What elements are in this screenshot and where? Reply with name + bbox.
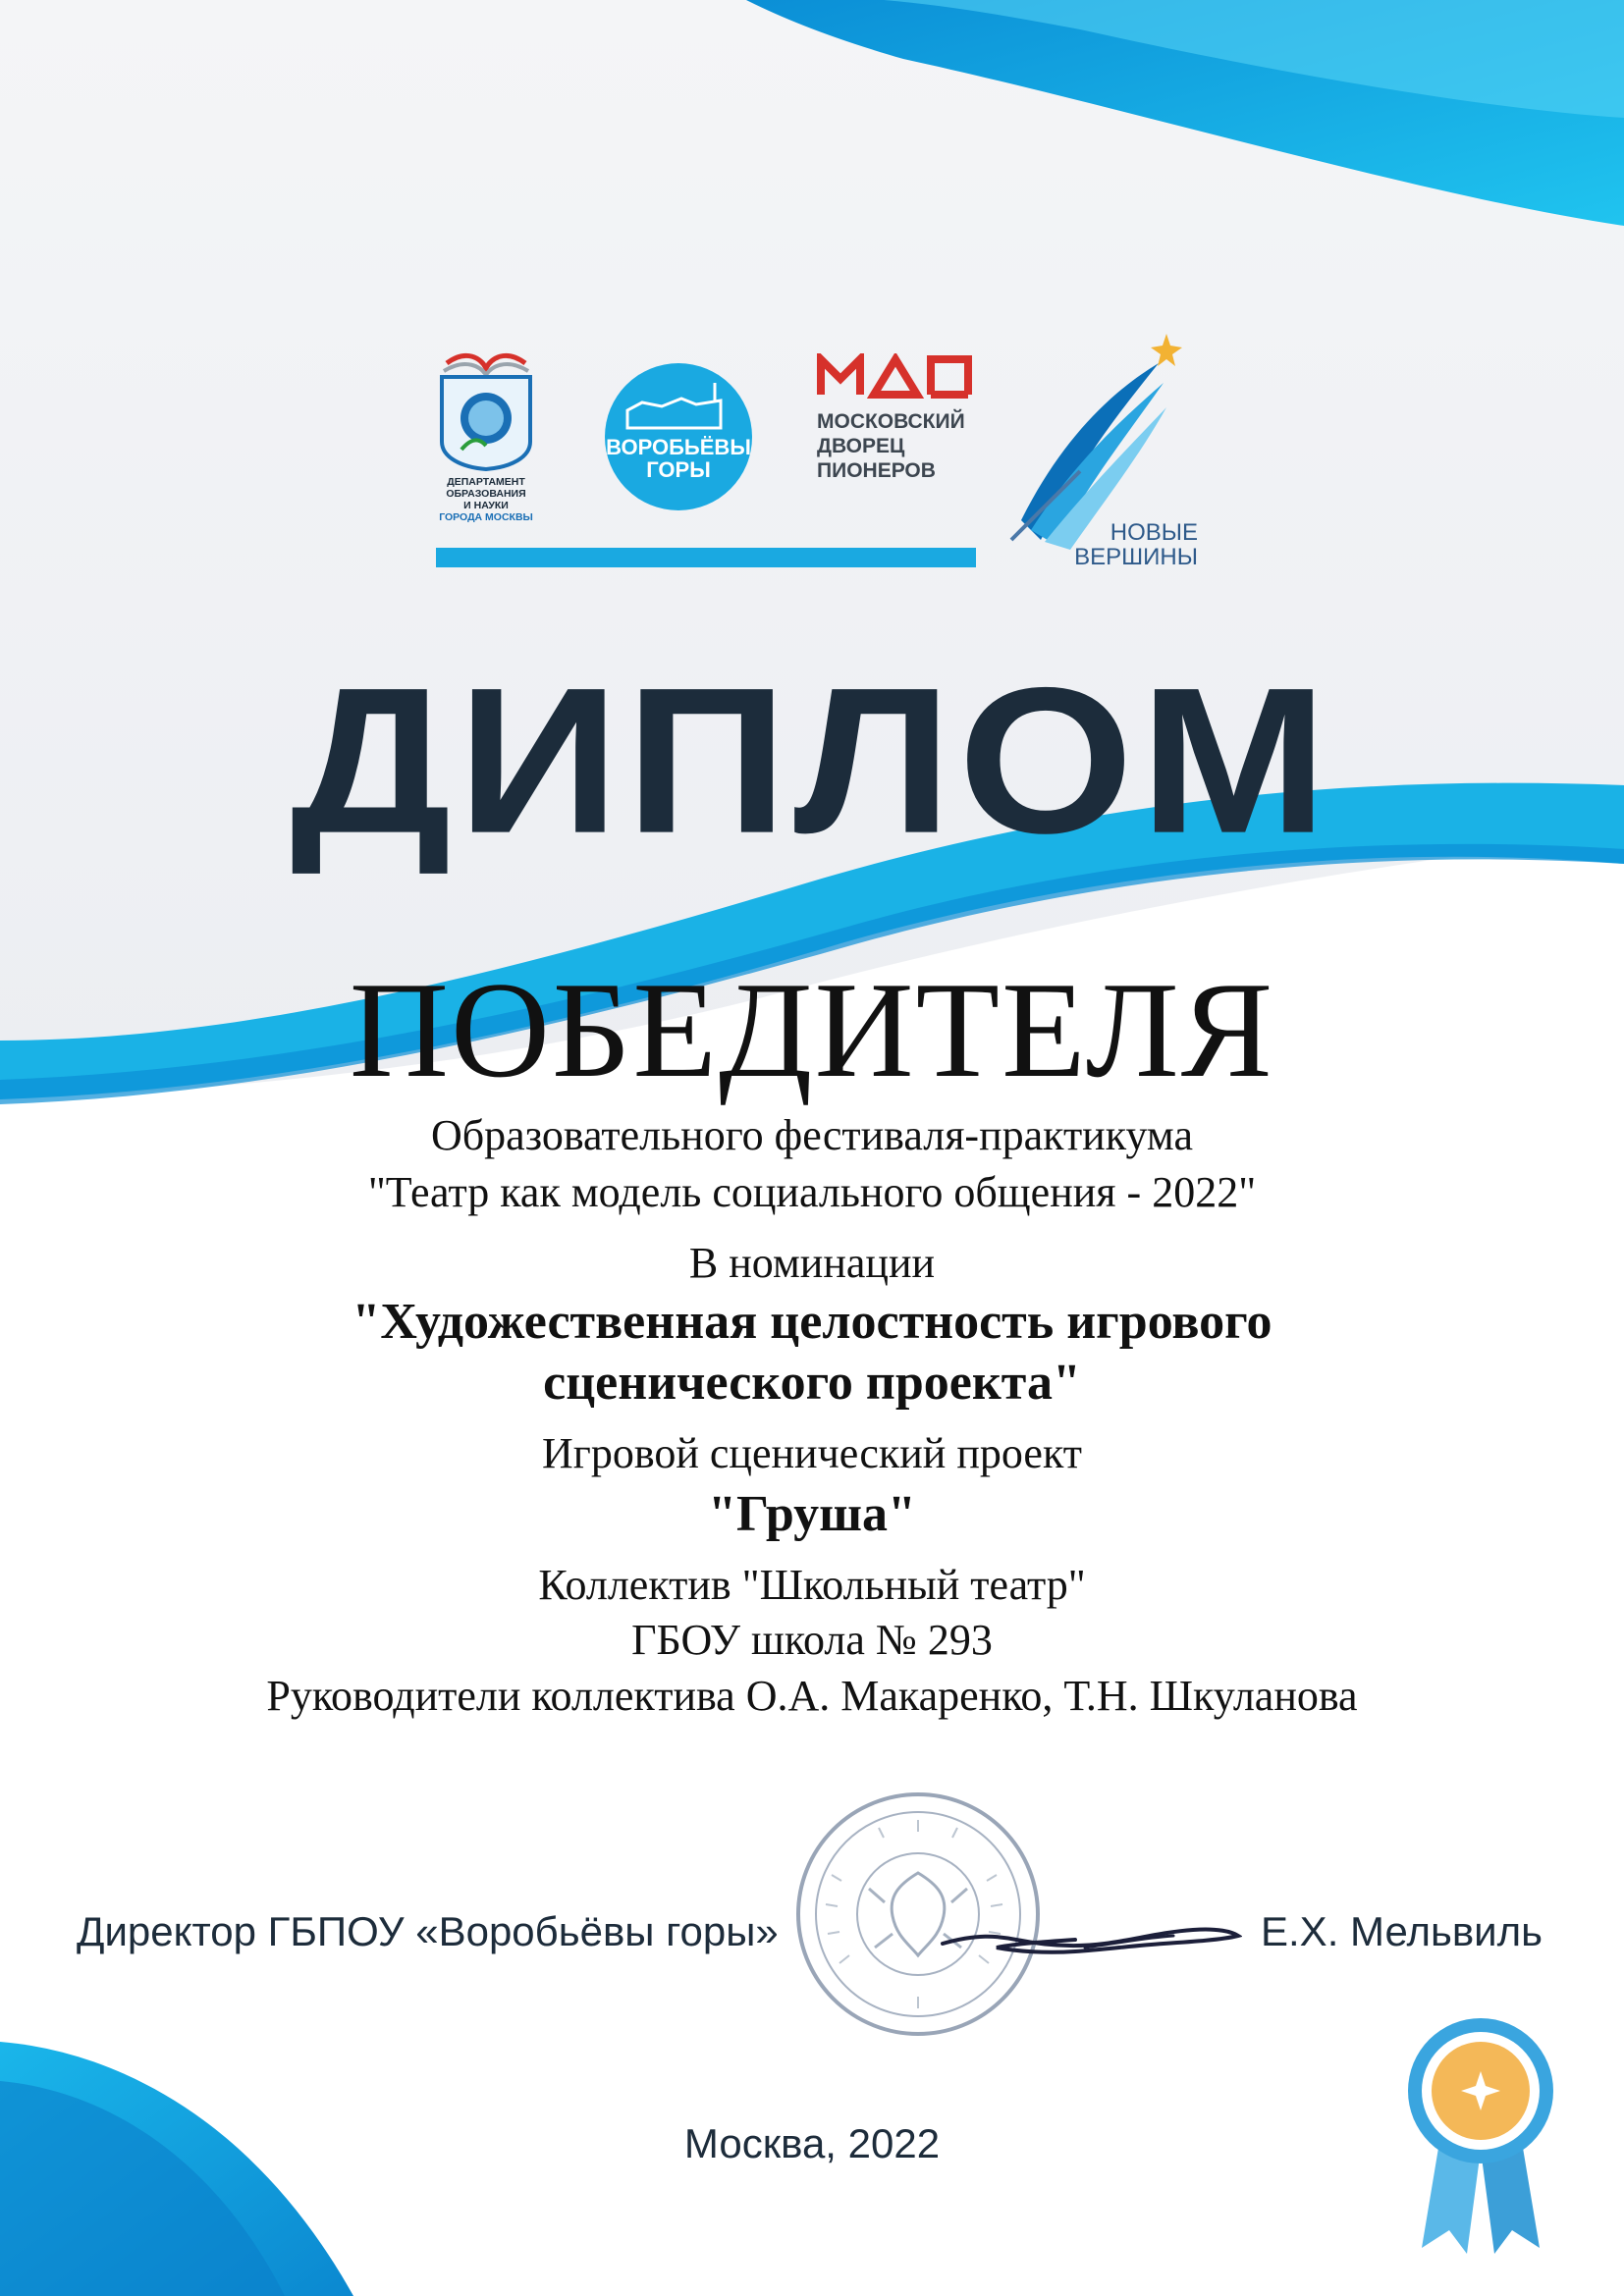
- mdp-text-line1: МОСКОВСКИЙ: [817, 410, 965, 433]
- vorobyovy-gory-logo: [605, 363, 752, 510]
- mdp-mark-icon: [817, 353, 974, 399]
- vershiny-text-line1: НОВЫЕ: [1110, 519, 1198, 546]
- place-and-date: Москва, 2022: [683, 2120, 941, 2166]
- vorobyovy-text-line1: ВОРОБЬЁВЫ: [606, 435, 751, 459]
- project-name: "Груша": [708, 1486, 916, 1542]
- diploma-subtitle: ПОБЕДИТЕЛЯ: [349, 954, 1275, 1106]
- leaders-line: Руководители коллектива О.А. Макаренко, Т.Н. Шкуланова: [266, 1672, 1358, 1720]
- collective-name: Коллектив "Школьный театр": [538, 1561, 1086, 1609]
- nomination-title-line-1: "Художественная целостность игрового: [352, 1294, 1272, 1350]
- festival-line-2: "Театр как модель социального общения - 2022": [367, 1168, 1257, 1216]
- department-education-logo: [432, 344, 540, 530]
- logo-divider-bar: [436, 548, 976, 567]
- signature-position: Директор ГБПОУ «Воробьёвы горы»: [77, 1908, 779, 1954]
- handwritten-signature: [938, 1904, 1242, 1973]
- nomination-intro: В номинации: [688, 1239, 936, 1287]
- dept-text-line2: ОБРАЗОВАНИЯ: [446, 488, 526, 501]
- signatory-name: Е.Х. Мельвиль: [1261, 1908, 1543, 1954]
- department-emblem-icon: [432, 344, 540, 471]
- mdp-text-line3: ПИОНЕРОВ: [817, 459, 936, 483]
- school-name: ГБОУ школа № 293: [631, 1616, 993, 1664]
- dept-text-line1: ДЕПАРТАМЕНТ: [447, 476, 525, 488]
- vorobyovy-text-line2: ГОРЫ: [646, 457, 711, 483]
- vershiny-text-line2: ВЕРШИНЫ: [1074, 544, 1198, 571]
- mdp-text-line2: ДВОРЕЦ: [817, 435, 905, 458]
- nomination-title-line-2: сценического проекта": [543, 1355, 1081, 1411]
- novye-vershiny-logo: [1001, 324, 1218, 579]
- project-intro: Игровой сценический проект: [542, 1429, 1082, 1477]
- logos-row: [432, 324, 1218, 579]
- diploma-title: ДИПЛОМ: [290, 644, 1334, 877]
- mdp-logo: [817, 353, 984, 520]
- festival-line-1: Образовательного фестиваля-практикума: [431, 1111, 1193, 1159]
- dept-text-line4: ГОРОДА МОСКВЫ: [439, 511, 533, 524]
- palace-silhouette-icon: [623, 381, 734, 430]
- award-ribbon-badge-icon: [1402, 2012, 1559, 2258]
- dept-text-line3: И НАУКИ: [463, 500, 509, 512]
- comet-star-icon: [1001, 324, 1218, 550]
